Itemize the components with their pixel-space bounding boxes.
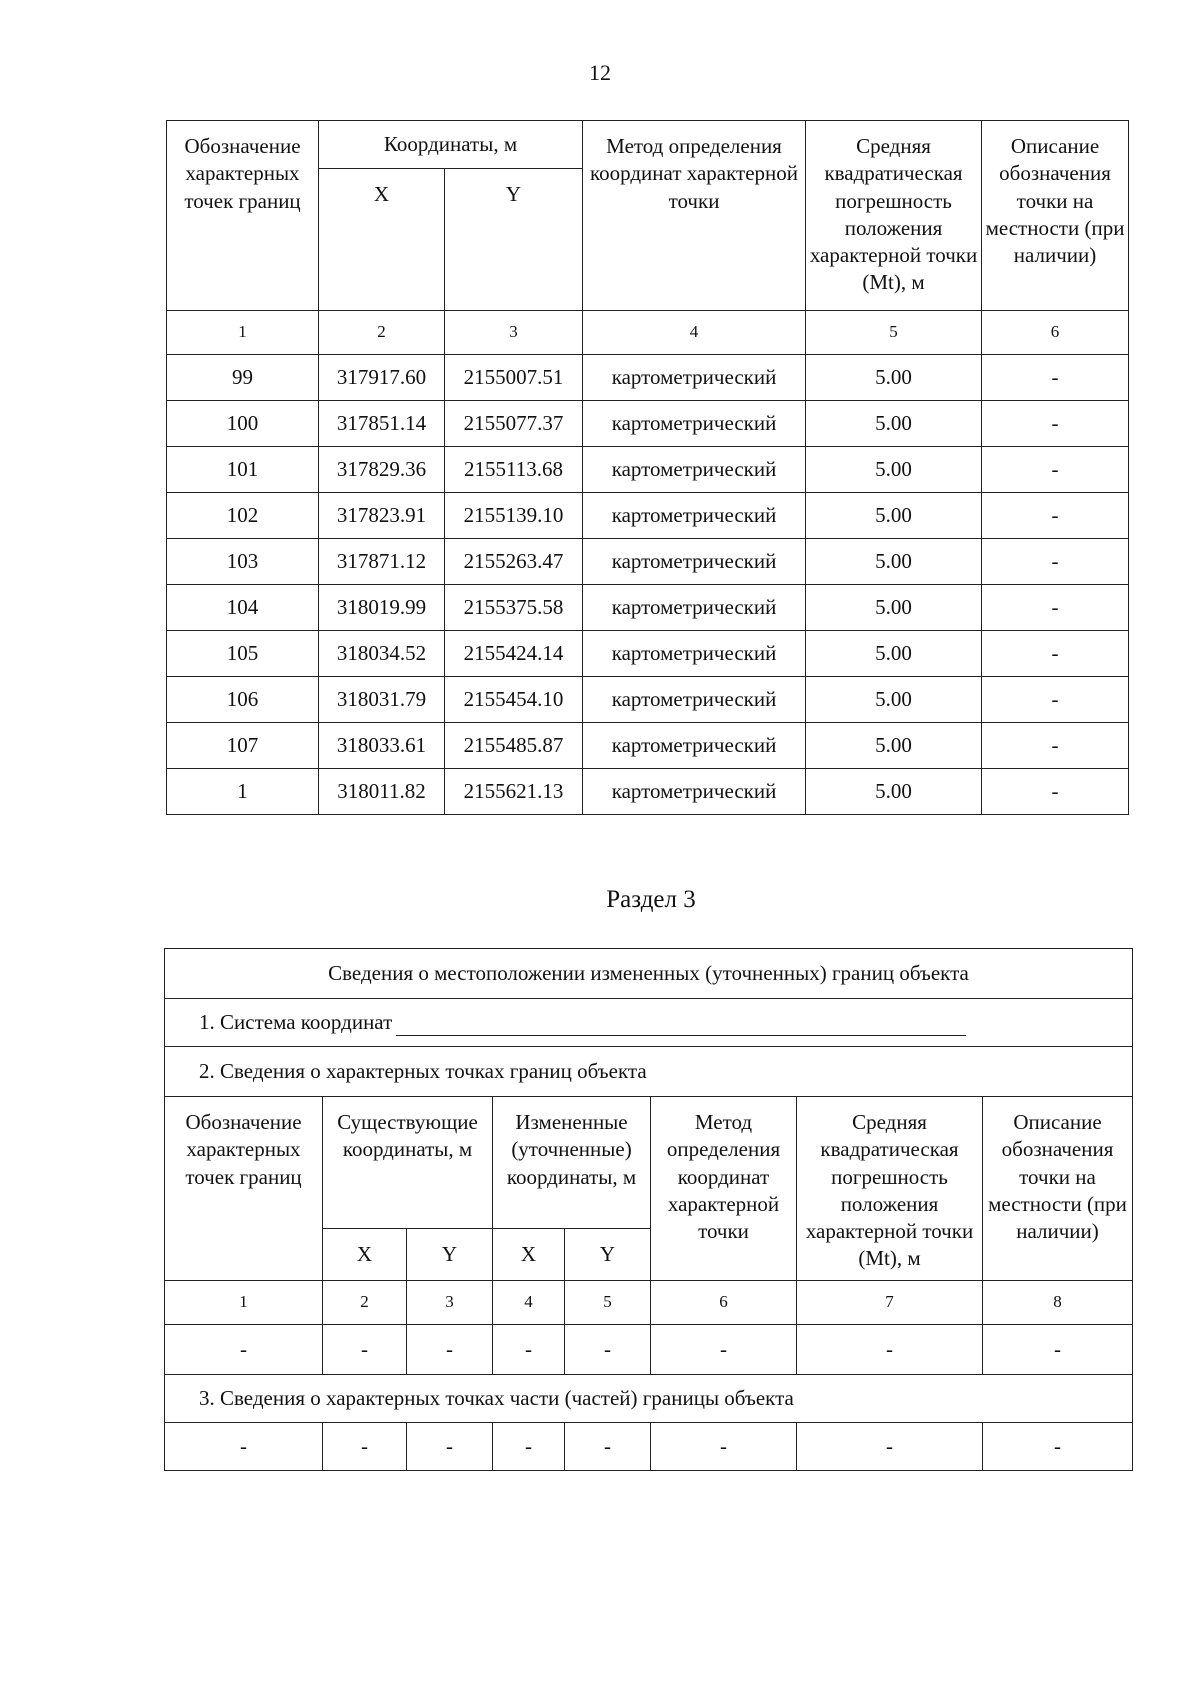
x-cell: 318019.99 — [319, 585, 445, 631]
y-cell: 2155007.51 — [445, 355, 583, 401]
y-cell: 2155621.13 — [445, 769, 583, 815]
parts-cell: - — [493, 1423, 565, 1471]
table-title: Сведения о местоположении измененных (уточненных) границ объекта — [165, 949, 1133, 999]
header-existing-coordinates: Существующие координаты, м — [323, 1097, 493, 1229]
column-number: 2 — [323, 1281, 407, 1325]
column-number: 1 — [165, 1281, 323, 1325]
parts-cell: - — [565, 1423, 651, 1471]
column-number: 3 — [407, 1281, 493, 1325]
point-cell: 99 — [167, 355, 319, 401]
column-number: 6 — [651, 1281, 797, 1325]
description-cell: - — [982, 401, 1129, 447]
method-cell: картометрический — [583, 447, 806, 493]
table-row — [167, 355, 1129, 401]
coordinate-system-blank — [396, 1013, 966, 1036]
column-number: 5 — [806, 311, 982, 355]
point-cell: 104 — [167, 585, 319, 631]
error-cell: 5.00 — [806, 493, 982, 539]
point-cell: 1 — [167, 769, 319, 815]
description-cell: - — [982, 585, 1129, 631]
y-cell: 2155485.87 — [445, 723, 583, 769]
y-cell: 2155424.14 — [445, 631, 583, 677]
description-cell: - — [982, 493, 1129, 539]
header-designation: Обозначение характерных точек границ — [167, 121, 319, 311]
x-cell: 318033.61 — [319, 723, 445, 769]
parts-cell: - — [651, 1423, 797, 1471]
header-existing-y: Y — [407, 1229, 493, 1281]
table-row — [167, 447, 1129, 493]
point-cell: 103 — [167, 539, 319, 585]
description-cell: - — [982, 723, 1129, 769]
header-method: Метод определения координат характерной точки — [651, 1097, 797, 1281]
method-cell: картометрический — [583, 723, 806, 769]
header-changed-y: Y — [565, 1229, 651, 1281]
point-cell: 106 — [167, 677, 319, 723]
column-number: 7 — [797, 1281, 983, 1325]
error-cell: 5.00 — [806, 355, 982, 401]
parts-cell: - — [165, 1423, 323, 1471]
header-changed-x: X — [493, 1229, 565, 1281]
method-cell: картометрический — [583, 355, 806, 401]
boundary-points-rows — [167, 355, 1129, 815]
method-cell: картометрический — [583, 677, 806, 723]
table-row — [167, 539, 1129, 585]
points-cell: - — [983, 1325, 1133, 1375]
header-y: Y — [445, 169, 583, 311]
error-cell: 5.00 — [806, 447, 982, 493]
header-error: Средняя квадратическая погрешность положения характерной точки (Mt), м — [806, 121, 982, 311]
column-number: 6 — [982, 311, 1129, 355]
column-number: 1 — [167, 311, 319, 355]
page-number: 12 — [589, 60, 611, 85]
column-number: 4 — [583, 311, 806, 355]
method-cell: картометрический — [583, 401, 806, 447]
section-title: Раздел 3 — [606, 886, 696, 913]
points-cell: - — [165, 1325, 323, 1375]
points-cell: - — [797, 1325, 983, 1375]
y-cell: 2155139.10 — [445, 493, 583, 539]
table-row — [167, 631, 1129, 677]
header-changed-coordinates: Измененные (уточненные) координаты, м — [493, 1097, 651, 1229]
error-cell: 5.00 — [806, 769, 982, 815]
description-cell: - — [982, 447, 1129, 493]
description-cell: - — [982, 631, 1129, 677]
error-cell: 5.00 — [806, 539, 982, 585]
column-number: 3 — [445, 311, 583, 355]
method-cell: картометрический — [583, 585, 806, 631]
method-cell: картометрический — [583, 631, 806, 677]
points-cell: - — [651, 1325, 797, 1375]
y-cell: 2155454.10 — [445, 677, 583, 723]
table-row — [167, 769, 1129, 815]
header-error: Средняя квадратическая погрешность положения характерной точки (Mt), м — [797, 1097, 983, 1281]
coordinate-system-row — [165, 999, 1133, 1047]
point-cell: 101 — [167, 447, 319, 493]
description-cell: - — [982, 355, 1129, 401]
error-cell: 5.00 — [806, 677, 982, 723]
header-designation: Обозначение характерных точек границ — [165, 1097, 323, 1281]
column-number: 2 — [319, 311, 445, 355]
x-cell: 318034.52 — [319, 631, 445, 677]
points-cell: - — [407, 1325, 493, 1375]
x-cell: 318031.79 — [319, 677, 445, 723]
error-cell: 5.00 — [806, 401, 982, 447]
description-cell: - — [982, 677, 1129, 723]
parts-cell: - — [407, 1423, 493, 1471]
x-cell: 318011.82 — [319, 769, 445, 815]
header-coordinates: Координаты, м — [319, 121, 583, 169]
table-row — [167, 723, 1129, 769]
point-cell: 107 — [167, 723, 319, 769]
header-description: Описание обозначения точки на местности (при наличии) — [982, 121, 1129, 311]
header-description: Описание обозначения точки на местности (при наличии) — [983, 1097, 1133, 1281]
x-cell: 317823.91 — [319, 493, 445, 539]
table-row — [167, 585, 1129, 631]
header-existing-x: X — [323, 1229, 407, 1281]
error-cell: 5.00 — [806, 631, 982, 677]
method-cell: картометрический — [583, 769, 806, 815]
column-number: 8 — [983, 1281, 1133, 1325]
method-cell: картометрический — [583, 539, 806, 585]
error-cell: 5.00 — [806, 585, 982, 631]
changed-boundaries-table — [164, 948, 1133, 1471]
y-cell: 2155077.37 — [445, 401, 583, 447]
point-cell: 100 — [167, 401, 319, 447]
table-row — [167, 401, 1129, 447]
parts-section-label: 3. Сведения о характерных точках части (частей) границы объекта — [165, 1375, 1133, 1423]
point-cell: 102 — [167, 493, 319, 539]
x-cell: 317851.14 — [319, 401, 445, 447]
header-method: Метод определения координат характерной точки — [583, 121, 806, 311]
method-cell: картометрический — [583, 493, 806, 539]
column-number: 4 — [493, 1281, 565, 1325]
error-cell: 5.00 — [806, 723, 982, 769]
description-cell: - — [982, 539, 1129, 585]
boundary-points-table — [166, 120, 1129, 815]
parts-cell: - — [983, 1423, 1133, 1471]
y-cell: 2155113.68 — [445, 447, 583, 493]
description-cell: - — [982, 769, 1129, 815]
x-cell: 317871.12 — [319, 539, 445, 585]
points-cell: - — [565, 1325, 651, 1375]
x-cell: 317917.60 — [319, 355, 445, 401]
points-section-label: 2. Сведения о характерных точках границ объекта — [165, 1047, 1133, 1097]
table-row — [167, 493, 1129, 539]
header-x: X — [319, 169, 445, 311]
y-cell: 2155375.58 — [445, 585, 583, 631]
coordinate-system-label: 1. Система координат — [199, 1009, 393, 1034]
column-number: 5 — [565, 1281, 651, 1325]
points-cell: - — [493, 1325, 565, 1375]
x-cell: 317829.36 — [319, 447, 445, 493]
table-row — [167, 677, 1129, 723]
points-cell: - — [323, 1325, 407, 1375]
y-cell: 2155263.47 — [445, 539, 583, 585]
parts-cell: - — [323, 1423, 407, 1471]
point-cell: 105 — [167, 631, 319, 677]
parts-cell: - — [797, 1423, 983, 1471]
